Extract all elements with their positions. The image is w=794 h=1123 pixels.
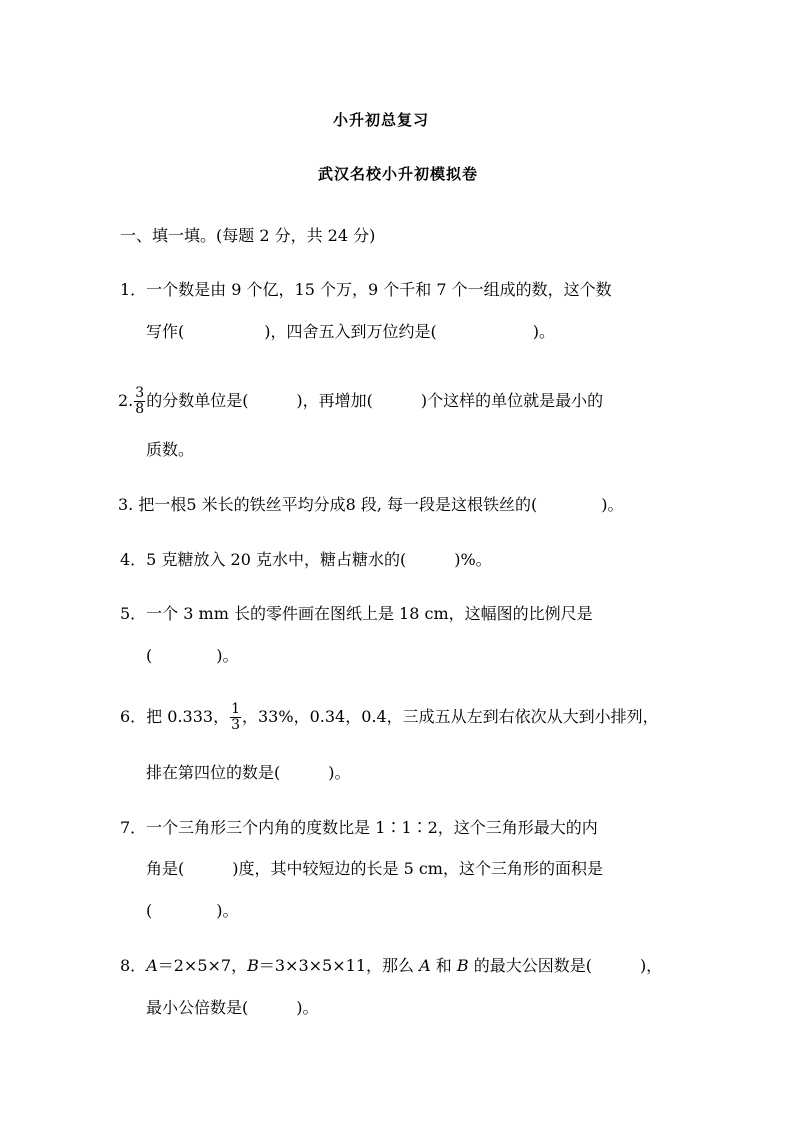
question-1-line-1: 1．一个数是由 9 个亿，15 个万，9 个千和 7 个一组成的数，这个数: [120, 280, 612, 299]
question-4-line-1: 4．5 克糖放入 20 克水中，糖占糖水的( )%。: [120, 550, 492, 569]
question-8-number: 8．: [120, 956, 147, 975]
conjunction: 和: [430, 956, 457, 975]
question-6-line-2: 排在第四位的数是( )。: [146, 763, 351, 782]
question-8-text: 的最大公因数是( )，: [468, 956, 663, 975]
question-3-line-1: 3. 把一根5 米长的铁丝平均分成8 段, 每一段是这根铁丝的( )。: [118, 495, 624, 514]
question-2-text: 的分数单位是( )，再增加( )个这样的单位就是最小的: [146, 391, 604, 410]
question-1-line-2: 写作( )，四舍五入到万位约是( )。: [146, 322, 555, 341]
variable-a: A: [146, 956, 158, 975]
question-8-line-1: [120, 956, 662, 976]
question-5-line-2: ( )。: [146, 646, 239, 665]
question-2-number: 2.: [118, 391, 134, 410]
fraction-numerator: 3: [135, 385, 145, 401]
document-title: 小升初总复习: [333, 111, 430, 129]
variable-b: B: [247, 956, 259, 975]
question-6-prefix: 6．把 0.333，: [120, 707, 230, 726]
fraction-denominator: 8: [135, 401, 145, 417]
variable-a-ref: A: [419, 956, 431, 975]
document-subtitle: 武汉名校小升初模拟卷: [318, 165, 479, 183]
question-7-line-3: ( )。: [146, 901, 239, 920]
variable-b-ref: B: [456, 956, 469, 975]
question-6-line-1: [120, 702, 659, 733]
question-2-line-1: [118, 386, 603, 417]
section-heading: 一、填一填。(每题 2 分，共 24 分): [120, 226, 376, 245]
question-7-line-1: 7．一个三角形三个内角的度数比是 1∶1∶2，这个三角形最大的内: [120, 818, 598, 837]
question-5-line-1: 5．一个 3 mm 长的零件画在图纸上是 18 cm，这幅图的比例尺是: [120, 604, 593, 623]
equation-a: ＝2×5×7，: [157, 956, 248, 975]
question-7-line-2: 角是( )度，其中较短边的长是 5 cm，这个三角形的面积是: [146, 859, 603, 878]
question-6-text: ，33%，0.34，0.4，三成五从左到右依次从大到小排列，: [242, 707, 659, 726]
equation-b: ＝3×3×5×11，那么: [258, 956, 420, 975]
fraction-three-eighths: [134, 386, 145, 417]
question-8-line-2: 最小公倍数是( )。: [146, 998, 319, 1017]
fraction-one-third: [230, 702, 241, 733]
fraction-denominator: 3: [231, 717, 240, 733]
question-2-line-2: 质数。: [146, 440, 195, 459]
fraction-numerator: 1: [231, 701, 240, 717]
